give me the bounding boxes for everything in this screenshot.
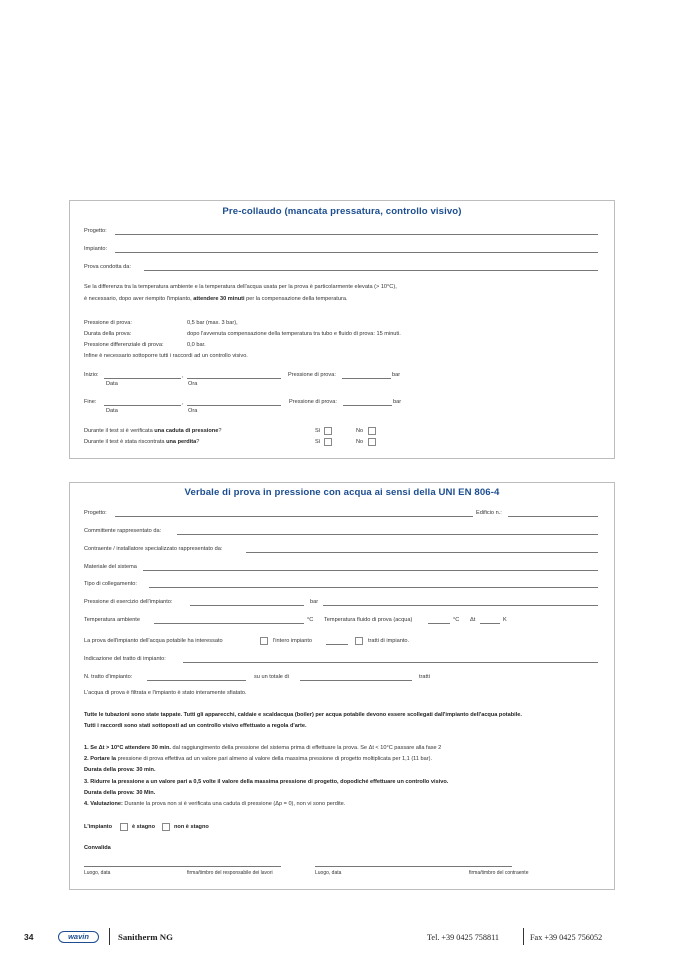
fine-label: Fine: — [84, 399, 97, 405]
step-2-duration: Durata della prova: 30 min. — [84, 767, 156, 773]
contraente-field[interactable] — [246, 552, 598, 553]
tratti-impianto-label: tratti di impianto. — [368, 638, 410, 644]
param-label-1: Pressione di prova: — [84, 320, 132, 326]
step-2: 2. Portare la pressione di prova effettiva ad un valore pari almeno al valore della massima pressione di progetto moltiplicata per 1,1 (11 bar). — [84, 756, 433, 762]
committente-field[interactable] — [177, 534, 598, 535]
verbale-form — [69, 482, 615, 890]
footer-divider-2 — [523, 928, 524, 945]
tipo-collegamento-field[interactable] — [149, 587, 598, 588]
delta-t-label: Δt — [470, 617, 476, 623]
luogo-data-caption-2: Luogo, data — [315, 870, 342, 876]
note-line-1: Se la differenza tra la temperatura ambiente e la temperatura dell'acqua usata per la prova è particolarmente elevata (> 10°C), — [84, 284, 397, 290]
committente-label: Committente rappresentato da: — [84, 528, 162, 534]
param-value-3: 0,0 bar. — [187, 342, 206, 348]
prova-condotta-label: Prova condotta da: — [84, 264, 131, 270]
delta-t-field[interactable] — [480, 623, 500, 624]
impianto-label: Impianto: — [84, 246, 108, 252]
param-value-1: 0,5 bar (max. 3 bar), — [187, 320, 238, 326]
page-footer — [0, 926, 678, 948]
prova-condotta-field[interactable] — [144, 270, 598, 271]
param-label-3: Pressione differenziale di prova: — [84, 342, 164, 348]
step-1: 1. Se Δt > 10°C attendere 30 min. dal raggiungimento della pressione del sistema prima di effettuare la prova. Se Δt < 10°C passare alla fase 2 — [84, 745, 442, 751]
indicazione-tratto-field[interactable] — [183, 662, 598, 663]
perdita-no-checkbox[interactable] — [368, 438, 376, 446]
wavin-logo: wavin — [58, 931, 99, 943]
footer-fax: Fax +39 0425 756052 — [530, 933, 603, 942]
impianto-stagno-label: L'impianto — [84, 824, 113, 830]
intero-impianto-field[interactable] — [326, 644, 348, 645]
inizio-pressione-field[interactable] — [342, 378, 391, 379]
temp-fluido-field[interactable] — [428, 623, 450, 624]
note-line-2: è necessario, dopo aver riempito l'impianto, attendere 30 minuti per la compensazione della temperatura. — [84, 296, 348, 302]
temp-ambiente-unit: °C — [307, 617, 314, 623]
fine-bar-unit: bar — [393, 399, 402, 405]
inizio-bar-unit: bar — [392, 372, 401, 378]
edificio-field[interactable] — [508, 516, 598, 517]
step-3-duration: Durata della prova: 30 Min. — [84, 790, 156, 796]
tratti-impianto-checkbox[interactable] — [355, 637, 363, 645]
stagno-label: è stagno — [132, 824, 156, 830]
tratti-unit: tratti — [419, 674, 430, 680]
perdita-no-label: No — [356, 439, 364, 445]
caduta-no-label: No — [356, 428, 364, 434]
acqua-filtrata-text: L'acqua di prova è filtrata e l'impianto è stato interamente sfiatato. — [84, 690, 247, 696]
materiale-field[interactable] — [143, 570, 598, 571]
edificio-label: Edificio n.: — [476, 510, 502, 516]
tubazioni-line-2: Tutti i raccordi sono stati sottoposti ad un controllo visivo effettuato a regola d'arte. — [84, 723, 307, 729]
non-stagno-checkbox[interactable] — [162, 823, 170, 831]
question-perdita: Durante il test è stata riscontrata una perdita? — [84, 439, 200, 445]
indicazione-tratto-label: Indicazione del tratto di impianto: — [84, 656, 166, 662]
non-stagno-label: non è stagno — [174, 824, 209, 830]
su-un-totale-label: su un totale di — [254, 674, 289, 680]
fine-comma: , — [182, 400, 184, 406]
convalida-label: Convalida — [84, 845, 111, 851]
fine-data-field[interactable] — [104, 405, 181, 406]
impianto-field[interactable] — [115, 252, 598, 253]
v-progetto-label: Progetto: — [84, 510, 107, 516]
contraente-label: Contraente / installatore specializzato rappresentato da: — [84, 546, 223, 552]
pressione-bar-unit: bar — [310, 599, 319, 605]
step-4: 4. Valutazione: Durante la prova non si è verificata una caduta di pressione (Δp = 0), non vi sono perdite. — [84, 801, 346, 807]
fine-ora-caption: Ora — [188, 408, 198, 414]
footer-tel: Tel. +39 0425 758811 — [427, 933, 499, 942]
page-number: 34 — [24, 932, 34, 942]
inizio-pressione-label: Pressione di prova: — [288, 372, 336, 378]
luogo-data-caption-1: Luogo, data — [84, 870, 111, 876]
inizio-label: Inizio: — [84, 372, 99, 378]
prova-interessato-label: La prova dell'impianto dell'acqua potabile ha interessato — [84, 638, 223, 644]
totale-tratti-field[interactable] — [300, 680, 412, 681]
footer-divider — [109, 928, 110, 945]
precollaudo-form — [69, 200, 615, 459]
inizio-ora-caption: Ora — [188, 381, 198, 387]
fine-pressione-label: Pressione di prova: — [289, 399, 337, 405]
intero-impianto-label: l'intero impianto — [273, 638, 313, 644]
stagno-checkbox[interactable] — [120, 823, 128, 831]
inizio-data-field[interactable] — [104, 378, 181, 379]
question-caduta: Durante il test si è verificata una caduta di pressione? — [84, 428, 222, 434]
materiale-label: Materiale del sistema — [84, 564, 137, 570]
temp-ambiente-label: Temperatura ambiente — [84, 617, 140, 623]
v-progetto-field[interactable] — [115, 516, 473, 517]
inizio-data-caption: Data — [106, 381, 118, 387]
firma-responsabile-field[interactable] — [84, 866, 281, 867]
product-name: Sanitherm NG — [118, 932, 173, 942]
firma-responsabile-caption: firma/timbro del responsabile dei lavori — [187, 870, 273, 876]
caduta-si-label: Sì — [315, 428, 321, 434]
pressione-esercizio-field[interactable] — [190, 605, 304, 606]
inizio-ora-field[interactable] — [187, 378, 281, 379]
fine-ora-field[interactable] — [187, 405, 281, 406]
perdita-si-checkbox[interactable] — [324, 438, 332, 446]
param-value-2: dopo l'avvenuta compensazione della temperatura tra tubo e fluido di prova: 15 minuti. — [187, 331, 401, 337]
intero-impianto-checkbox[interactable] — [260, 637, 268, 645]
inizio-comma: , — [182, 373, 184, 379]
progetto-field[interactable] — [115, 234, 598, 235]
kelvin-unit: K — [503, 617, 507, 623]
firma-contraente-caption: firma/timbro del contraente — [469, 870, 529, 876]
progetto-label: Progetto: — [84, 228, 107, 234]
n-tratto-label: N. tratto d'impianto: — [84, 674, 133, 680]
pressione-esercizio-label: Pressione di esercizio dell'impianto: — [84, 599, 173, 605]
fine-pressione-field[interactable] — [343, 405, 392, 406]
firma-contraente-field[interactable] — [315, 866, 512, 867]
fine-data-caption: Data — [106, 408, 118, 414]
verbale-title: Verbale di prova in pressione con acqua ai sensi della UNI EN 806-4 — [184, 487, 500, 498]
step-3: 3. Ridurre la pressione a un valore pari a 0,5 volte il valore della massima pressione di progetto, dopodiché effettuare un controllo visivo. — [84, 779, 449, 785]
infine-text: Infine è necessario sottoporre tutti i raccordi ad un controllo visivo. — [84, 353, 248, 359]
temp-fluido-unit: °C — [453, 617, 460, 623]
perdita-si-label: Sì — [315, 439, 321, 445]
pressione-extra-field[interactable] — [323, 605, 598, 606]
precollaudo-title: Pre-collaudo (mancata pressatura, controllo visivo) — [222, 206, 462, 217]
caduta-si-checkbox[interactable] — [324, 427, 332, 435]
tipo-collegamento-label: Tipo di collegamento: — [84, 581, 137, 587]
temp-fluido-label: Temperatura fluido di prova (acqua) — [324, 617, 413, 623]
param-label-2: Durata della prova: — [84, 331, 132, 337]
temp-ambiente-field[interactable] — [154, 623, 304, 624]
tubazioni-line-1: Tutte le tubazioni sono state tappate. Tutti gli apparecchi, caldaie e scaldacqua (boiler) per acqua potabile devono essere scollegati dall'impianto dell'acqua potabile. — [84, 712, 522, 718]
caduta-no-checkbox[interactable] — [368, 427, 376, 435]
n-tratto-field[interactable] — [147, 680, 246, 681]
